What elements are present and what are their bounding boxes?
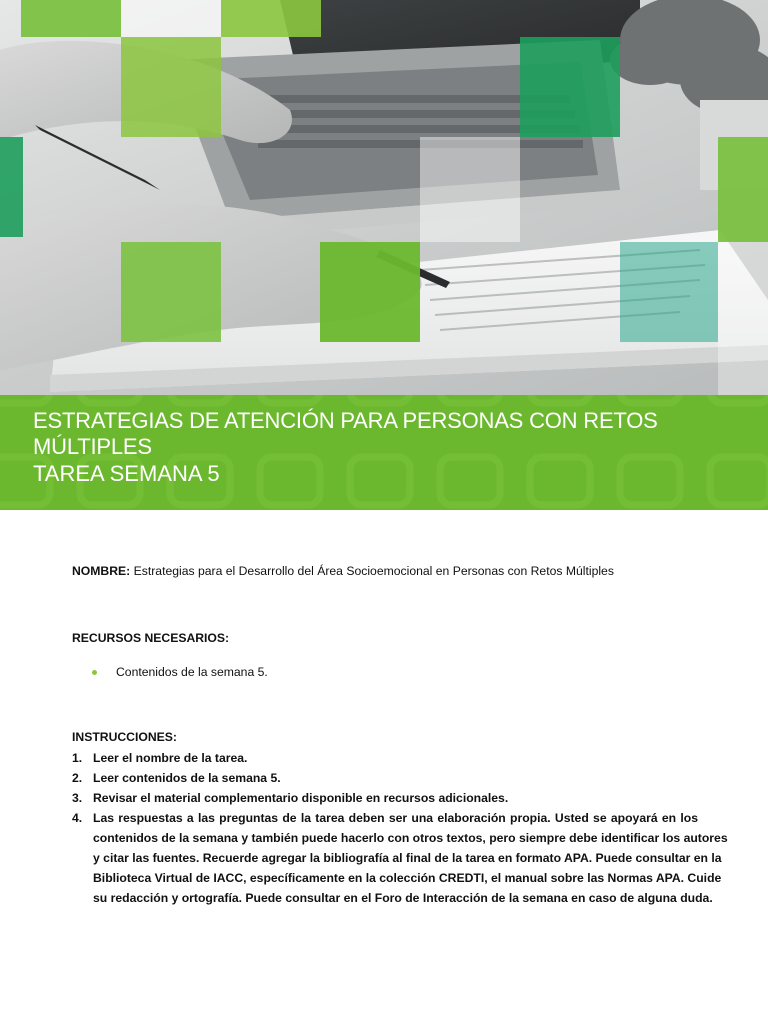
instrucciones-label: INSTRUCCIONES:: [72, 730, 177, 744]
instruction-text: Leer el nombre de la tarea.: [93, 751, 248, 765]
assignment-subtitle: TAREA SEMANA 5: [33, 461, 220, 486]
instruction-text-line: Biblioteca Virtual de IACC, específicamente en la colección CREDTI, el manual sobre las Normas APA. Cuide: [93, 871, 722, 885]
instruction-number: 4.: [72, 811, 83, 825]
nombre-value: Estrategias para el Desarrollo del Área Socioemocional en Personas con Retos Múltiples: [133, 564, 614, 578]
nombre-line: [72, 564, 614, 578]
course-title: ESTRATEGIAS DE ATENCIÓN PARA PERSONAS CON RETOS MÚLTIPLES: [33, 408, 658, 459]
instruction-text-line: Las respuestas a las preguntas de la tarea deben ser una elaboración propia. Usted se apoyará en los: [93, 811, 698, 825]
bullet-icon: [92, 670, 97, 675]
instruction-text-line: su redacción y ortografía. Puede consultar en el Foro de Interacción de la semana en caso de alguna duda.: [93, 891, 713, 905]
instruction-number: 3.: [72, 791, 83, 805]
instruction-text-line: contenidos de la semana y también puede hacerlo con otros textos, pero siempre debe identificar los autores: [93, 831, 728, 845]
recursos-label: RECURSOS NECESARIOS:: [72, 631, 230, 645]
instruction-number: 1.: [72, 751, 83, 765]
instruction-text: Revisar el material complementario disponible en recursos adicionales.: [93, 791, 509, 805]
hero-photo: [0, 0, 768, 395]
instruction-text-line: y citar las fuentes. Recuerde agregar la bibliografía al final de la tarea en formato APA. Puede consultar en la: [93, 851, 722, 865]
desk-scene-illustration: [0, 0, 768, 395]
instruction-text: Leer contenidos de la semana 5.: [93, 771, 281, 785]
nombre-label: NOMBRE:: [72, 564, 131, 578]
recursos-item: Contenidos de la semana 5.: [116, 665, 268, 679]
instruction-number: 2.: [72, 771, 83, 785]
